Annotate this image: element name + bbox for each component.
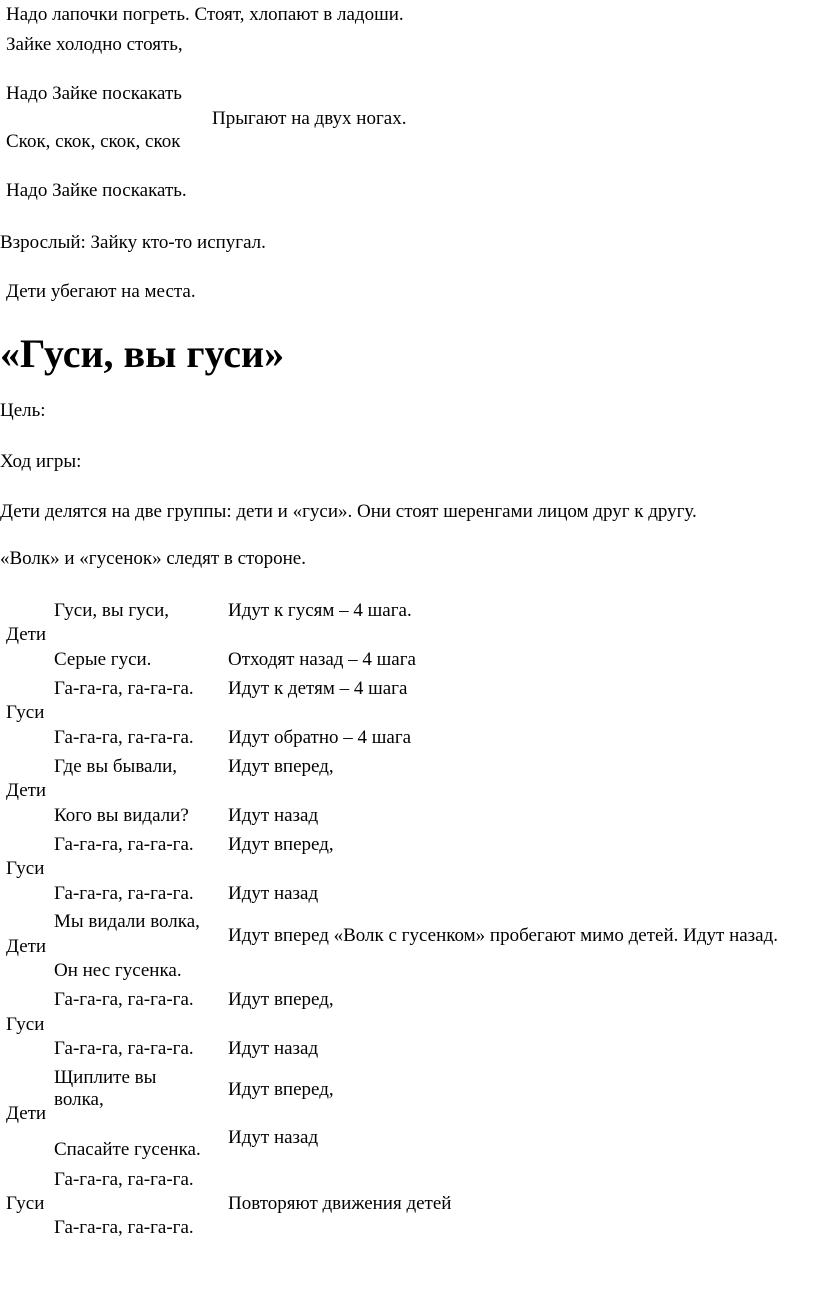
action-text: Идут вперед, [228,756,334,777]
game-title: «Гуси, вы гуси» [0,331,285,376]
verse-line: Га-га-га, га-га-га. [54,1217,194,1238]
verse-line: Мы видали волка, [54,911,200,932]
verse-line: Га-га-га, га-га-га. [54,678,194,699]
verse-line: Га-га-га, га-га-га. [54,1169,194,1190]
speaker: Дети [6,1103,47,1124]
adult-line: Взрослый: Зайку кто-то испугал. [0,232,266,253]
action-text: Идут к гусям – 4 шага. [228,600,412,621]
verse-line: Кого вы видали? [54,805,189,826]
description: Дети делятся на две группы: дети и «гуси». Они стоят шеренгами лицом друг к другу. [0,501,697,522]
speaker: Дети [6,624,47,645]
action-text: Идут к детям – 4 шага [228,678,408,699]
verse-line: Он нес гусенка. [54,960,182,981]
action-text: Идут вперед, [228,989,334,1010]
verse-line: Га-га-га, га-га-га. [54,883,194,904]
verse-line: Спасайте гусенка. [54,1139,201,1160]
action-text: Идут назад [228,1038,319,1059]
verse-line: Где вы бывали, [54,756,178,777]
poem-line-3: Надо Зайке поскакать [6,83,182,104]
action-text: Идут вперед «Волк с гусенком» пробегают мимо детей. Идут назад. [228,925,779,946]
poem-line-3-action: Прыгают на двух ногах. [212,108,407,129]
action-text: Идут обратно – 4 шага [228,727,412,748]
speaker: Гуси [6,1193,45,1214]
roles-line: «Волк» и «гусенок» следят в стороне. [0,548,306,569]
verse-line: Га-га-га, га-га-га. [54,834,194,855]
verse-line: Серые гуси. [54,649,152,670]
verse-line: Га-га-га, га-га-га. [54,727,194,748]
poem-line-5: Надо Зайке поскакать. [6,180,187,201]
action-text: Идут вперед, [228,1079,334,1100]
verse-line: Га-га-га, га-га-га. [54,989,194,1010]
action-text: Идут вперед, [228,834,334,855]
action-text: Повторяют движения детей [228,1193,452,1214]
action-text: Идут назад [228,883,319,904]
course-label: Ход игры: [0,451,82,472]
speaker: Дети [6,780,47,801]
speaker: Гуси [6,858,45,879]
verse-line: Га-га-га, га-га-га. [54,1038,194,1059]
action-text: Отходят назад – 4 шага [228,649,416,670]
children-run-line: Дети убегают на места. [6,281,196,302]
goal-label: Цель: [0,400,46,421]
verse-line: Гуси, вы гуси, [54,600,169,621]
action-text: Идут назад [228,805,319,826]
poem-line-1: Надо лапочки погреть. Стоят, хлопают в ладоши. [6,4,404,25]
speaker: Дети [6,936,47,957]
poem-line-2: Зайке холодно стоять, [6,34,183,55]
speaker: Гуси [6,1014,45,1035]
action-text: Идут назад [228,1127,319,1148]
verse-line: Щиплите вы волка, [54,1067,157,1110]
speaker: Гуси [6,702,45,723]
poem-line-4: Скок, скок, скок, скок [6,131,181,152]
